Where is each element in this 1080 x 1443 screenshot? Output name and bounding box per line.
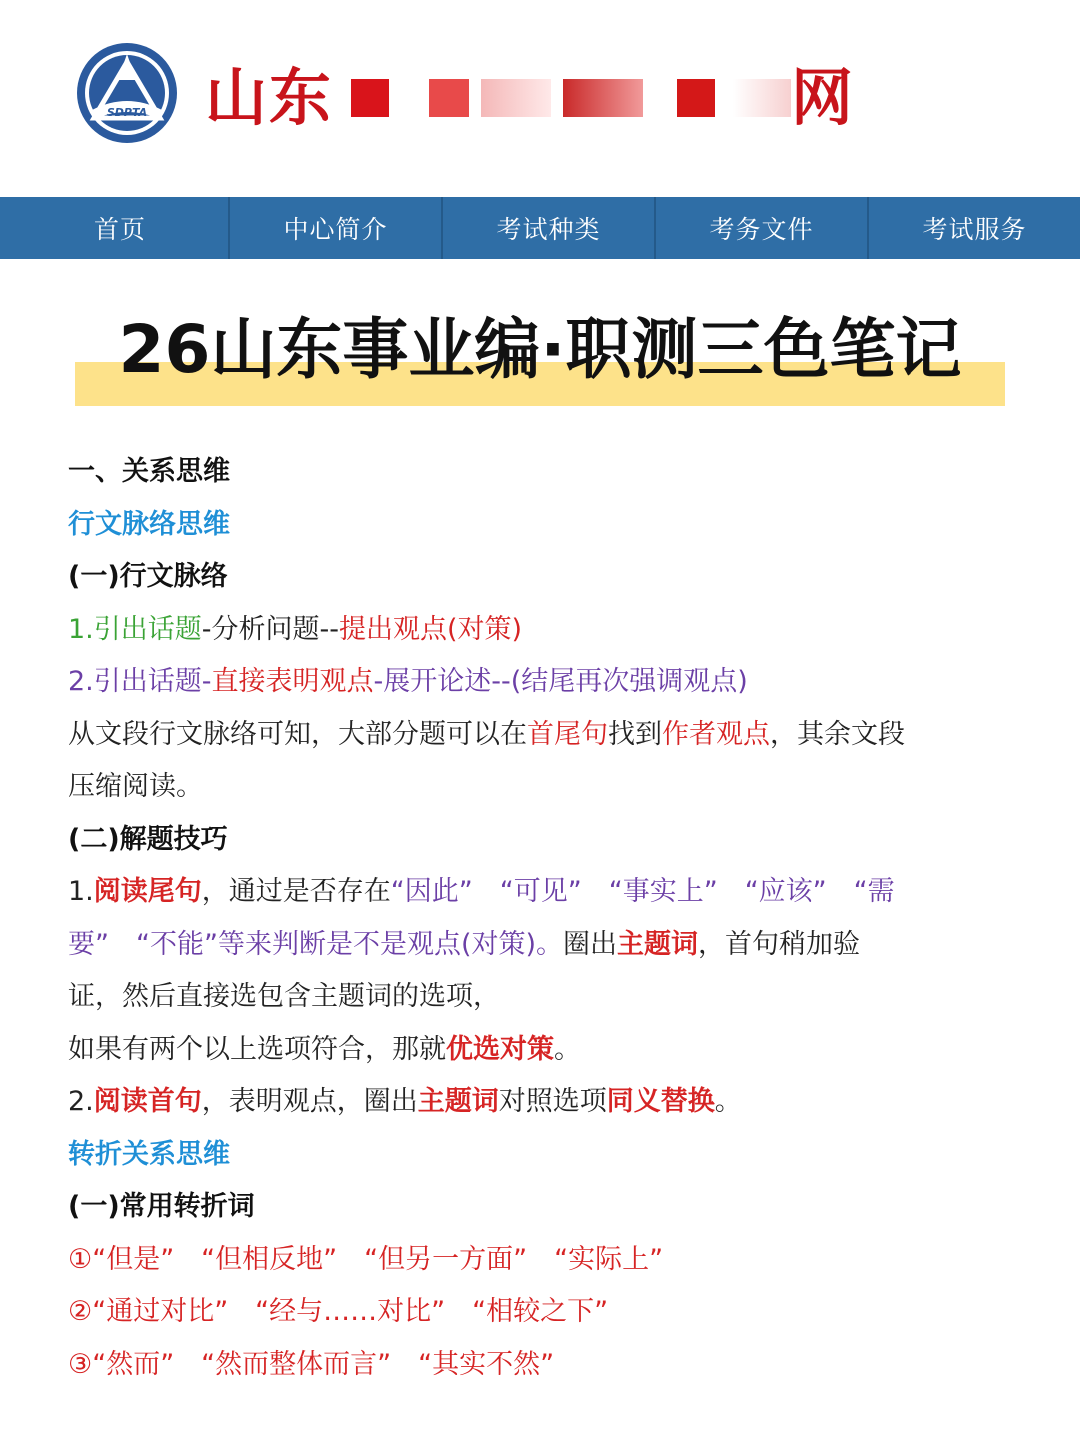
sub-heading: (一)行文脉络 (68, 561, 228, 592)
logo-text: SDPTA (106, 106, 148, 119)
title-block (75, 300, 1005, 406)
nav-about[interactable]: 中心简介 (230, 197, 443, 259)
nav-exam-types[interactable]: 考试种类 (443, 197, 656, 259)
text-line: 压缩阅读。 (68, 771, 203, 802)
redacted-block (351, 79, 389, 117)
nav-exam-documents[interactable]: 考务文件 (656, 197, 869, 259)
sub-heading: (二)解题技巧 (68, 823, 228, 855)
nav-home[interactable]: 首页 (0, 197, 230, 259)
transition-words-line: ①“但是” “但相反地” “但另一方面” “实际上” (68, 1243, 664, 1275)
site-header (0, 0, 1080, 197)
redacted-block (677, 79, 715, 117)
text-line: 证，然后直接选包含主题词的选项， (68, 981, 500, 1012)
article-content (68, 446, 1018, 1391)
transition-words-line: ②“通过对比” “经与……对比” “相较之下” (68, 1296, 609, 1327)
sdpta-logo-icon[interactable] (74, 40, 180, 146)
text-line: 从文段行文脉络可知，大部分题可以在首尾句找到作者观点，其余文段 (68, 718, 905, 750)
site-name[interactable] (205, 58, 855, 138)
section-heading: 一、关系思维 (68, 456, 230, 487)
sub-heading: (一)常用转折词 (68, 1191, 255, 1222)
redacted-block (563, 79, 643, 117)
text-line: 2.阅读首句，表明观点，圈出主题词对照选项同义替换。 (68, 1086, 742, 1117)
redacted-block (429, 79, 469, 117)
transition-words-line: ③“然而” “然而整体而言” “其实不然” (68, 1348, 555, 1380)
nav-exam-services[interactable]: 考试服务 (922, 215, 1027, 244)
subsection-heading: 转折关系思维 (68, 1138, 230, 1170)
text-line: 如果有两个以上选项符合，那就优选对策。 (68, 1033, 581, 1065)
site-name-end: 网 (791, 61, 856, 134)
site-name-start: 山东 (205, 61, 334, 134)
text-line: 1.阅读尾句，通过是否存在“因此” “可见” “事实上” “应该” “需 (68, 876, 895, 907)
subsection-heading: 行文脉络思维 (68, 508, 230, 540)
text-line: 1.引出话题-分析问题--提出观点(对策) (68, 613, 523, 645)
text-line: 要” “不能”等来判断是不是观点(对策)。圈出主题词，首句稍加验 (68, 928, 861, 960)
redacted-block (733, 79, 791, 117)
text-line: 2.引出话题-直接表明观点-展开论述--(结尾再次强调观点) (68, 666, 748, 697)
redacted-block (481, 79, 551, 117)
main-nav (0, 197, 1080, 259)
page-title: 26山东事业编·职测三色笔记 (118, 311, 962, 388)
